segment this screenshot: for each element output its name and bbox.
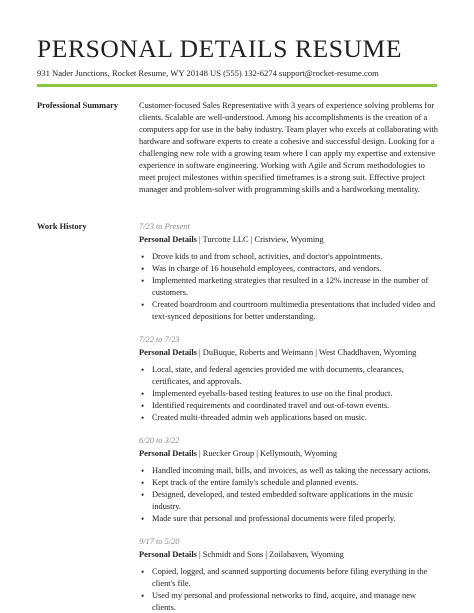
job-duties	[139, 566, 441, 613]
job-employer: | Schmidt and Sons | Zoilahaven, Wyoming	[196, 550, 344, 559]
contact-info: 931 Nader Junctions, Rocket Resume, WY 20148 US (555) 132-6274 support@rocket-resume.com	[37, 68, 379, 78]
job-entry	[139, 334, 441, 424]
duty-item: • Local, state, and federal agencies provided me with documents, clearances, certificates, and approvals.	[139, 364, 441, 388]
job-heading	[139, 347, 441, 359]
job-entry	[139, 221, 441, 323]
duty-item: • Copied, logged, and scanned supporting documents before filing everything in the client's file.	[139, 566, 441, 590]
job-employer: | Turcotte LLC | Cristview, Wyoming	[196, 235, 324, 244]
job-title: Personal Details	[139, 348, 197, 357]
duty-item: • Kept track of the entire family's schedule and planned events.	[139, 477, 441, 489]
duty-item: • Created boardroom and courtroom multimedia presentations that included video and text-synced depositions for better understanding.	[139, 299, 441, 323]
job-dates: 9/17 to 5/20	[139, 537, 180, 546]
job-title: Personal Details	[139, 449, 197, 458]
job-employer: | Ruecker Group | Kellymouth, Wyoming	[196, 449, 338, 458]
duty-item: • Made sure that personal and professional documents were filed properly.	[139, 513, 441, 525]
duty-item: • Created multi-threaded admin web applications based on music.	[139, 412, 441, 424]
header-divider	[37, 84, 437, 87]
duty-item: • Handled incoming mail, bills, and invoices, as well as taking the necessary actions.	[139, 465, 441, 477]
work-history-list	[139, 221, 441, 613]
resume-title: PERSONAL DETAILS RESUME	[37, 34, 402, 63]
job-heading	[139, 549, 441, 561]
summary-section-label: Professional Summary	[37, 101, 119, 110]
job-duties	[139, 251, 441, 323]
job-duties	[139, 364, 441, 424]
job-entry	[139, 435, 441, 525]
duty-item: • Drove kids to and from school, activities, and doctor's appointments.	[139, 251, 441, 263]
resume-header	[37, 34, 447, 78]
job-title: Personal Details	[139, 235, 197, 244]
job-dates: 7/23 to Present	[139, 222, 190, 231]
job-entry	[139, 536, 441, 613]
duty-item: • Was in charge of 16 household employees, contractors, and vendors.	[139, 263, 441, 275]
duty-item: • Identified requirements and coordinated travel and out-of-town events.	[139, 400, 441, 412]
work-history-section-label: Work History	[37, 222, 87, 231]
job-heading	[139, 234, 441, 246]
job-title: Personal Details	[139, 550, 197, 559]
duty-item: • Used my personal and professional networks to find, acquire, and manage new clients.	[139, 590, 441, 613]
professional-summary-text: Customer-focused Sales Representative with 3 years of experience solving problems for clients. Scalable are well-understood. Among his accomplishments is the creation of a computers app for use in the baby industry. Team player who excels at collaborating with hardware and software experts to create a cohesive and successful design. Looking for a challenging new role with a growing team where I can apply my expertise and extensive experience in software engineering. Working with Agile and Scrum methodologies to meet project milestones within specified timeframes is a strong suit. Effective project manager and problem-solver with programming skills and a hardworking mentality.	[139, 101, 438, 194]
duty-item: • Implemented marketing strategies that resulted in a 12% increase in the number of customers.	[139, 275, 441, 299]
job-dates: 7/22 to 7/23	[139, 335, 180, 344]
job-heading	[139, 448, 441, 460]
job-dates: 6/20 to 3/22	[139, 436, 180, 445]
job-duties	[139, 465, 441, 525]
duty-item: • Designed, developed, and tested embedded software applications in the music industry.	[139, 489, 441, 513]
duty-item: • Implemented eyeballs-based testing features to use on the final product.	[139, 388, 441, 400]
job-employer: | DuBuque, Roberts and Weimann | West Chaddhaven, Wyoming	[196, 348, 417, 357]
